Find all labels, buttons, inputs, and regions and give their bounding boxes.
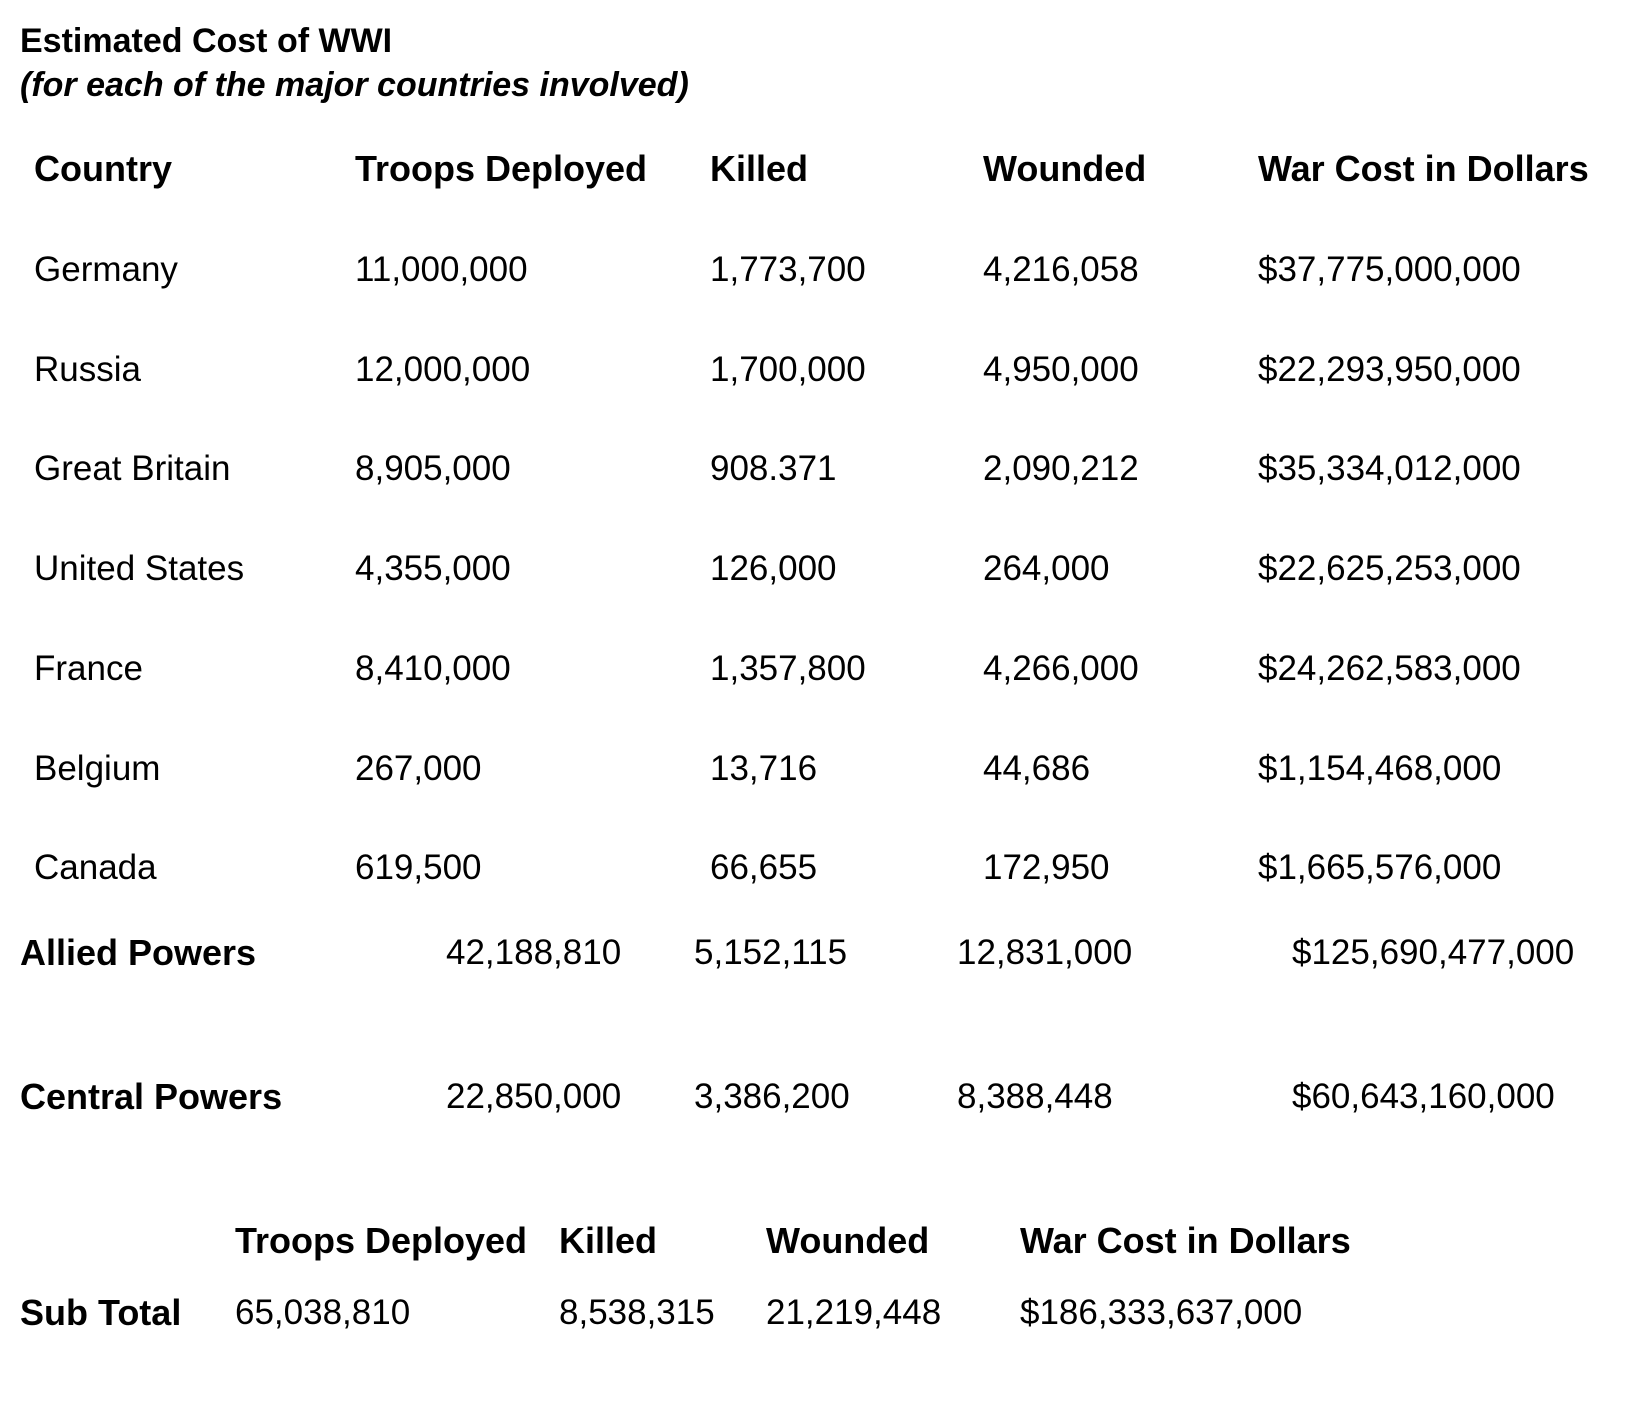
cell-cost: $22,293,950,000 <box>1258 350 1521 389</box>
cell-cost: $24,262,583,000 <box>1258 649 1521 688</box>
cell-troops: 267,000 <box>355 749 482 788</box>
cell-troops: 619,500 <box>355 848 482 887</box>
subtotal-header-troops: Troops Deployed <box>235 1220 528 1261</box>
cell-killed: 13,716 <box>710 749 818 788</box>
group-wounded: 8,388,448 <box>957 1077 1113 1116</box>
cell-wounded: 4,266,000 <box>983 649 1139 688</box>
subtotal-troops: 65,038,810 <box>235 1293 411 1332</box>
subtotal-header-killed: Killed <box>559 1220 658 1261</box>
cell-troops: 4,355,000 <box>355 549 511 588</box>
cell-wounded: 264,000 <box>983 549 1110 588</box>
cell-country: United States <box>34 549 245 588</box>
cell-troops: 8,410,000 <box>355 649 511 688</box>
cell-wounded: 4,950,000 <box>983 350 1139 389</box>
subtotal-label: Sub Total <box>20 1292 182 1333</box>
subtotal-cost: $186,333,637,000 <box>1020 1293 1303 1332</box>
cell-country: Canada <box>34 848 157 887</box>
cell-troops: 8,905,000 <box>355 449 511 488</box>
cell-wounded: 2,090,212 <box>983 449 1139 488</box>
cell-troops: 12,000,000 <box>355 350 531 389</box>
subtotal-killed: 8,538,315 <box>559 1293 715 1332</box>
cell-wounded: 172,950 <box>983 848 1110 887</box>
page-title: Estimated Cost of WWI <box>20 22 393 60</box>
cell-cost: $35,334,012,000 <box>1258 449 1521 488</box>
cell-cost: $22,625,253,000 <box>1258 549 1521 588</box>
cell-killed: 1,357,800 <box>710 649 866 688</box>
cell-cost: $1,154,468,000 <box>1258 749 1502 788</box>
cell-country: Germany <box>34 250 178 289</box>
group-troops: 22,850,000 <box>446 1077 622 1116</box>
group-killed: 5,152,115 <box>694 933 848 972</box>
group-killed: 3,386,200 <box>694 1077 850 1116</box>
group-label: Central Powers <box>20 1076 283 1117</box>
cell-wounded: 44,686 <box>983 749 1091 788</box>
group-troops: 42,188,810 <box>446 933 622 972</box>
group-label: Allied Powers <box>20 932 257 973</box>
col-header-wounded: Wounded <box>983 148 1147 189</box>
subtotal-wounded: 21,219,448 <box>766 1293 942 1332</box>
group-cost: $60,643,160,000 <box>1292 1077 1555 1116</box>
cell-troops: 11,000,000 <box>355 250 528 289</box>
col-header-country: Country <box>34 148 172 189</box>
col-header-killed: Killed <box>710 148 809 189</box>
group-cost: $125,690,477,000 <box>1292 933 1575 972</box>
col-header-troops: Troops Deployed <box>355 148 648 189</box>
cell-country: Belgium <box>34 749 161 788</box>
col-header-cost: War Cost in Dollars <box>1258 148 1589 189</box>
cell-country: Russia <box>34 350 141 389</box>
subtotal-header-cost: War Cost in Dollars <box>1020 1220 1351 1261</box>
cell-cost: $1,665,576,000 <box>1258 848 1502 887</box>
cell-country: Great Britain <box>34 449 231 488</box>
cell-killed: 1,700,000 <box>710 350 866 389</box>
subtotal-header-wounded: Wounded <box>766 1220 930 1261</box>
cell-killed: 1,773,700 <box>710 250 866 289</box>
cell-killed: 126,000 <box>710 549 837 588</box>
page-subtitle: (for each of the major countries involved) <box>20 66 689 104</box>
group-wounded: 12,831,000 <box>957 933 1133 972</box>
cell-killed: 908.371 <box>710 449 837 488</box>
cell-cost: $37,775,000,000 <box>1258 250 1521 289</box>
cell-killed: 66,655 <box>710 848 818 887</box>
cell-country: France <box>34 649 143 688</box>
cell-wounded: 4,216,058 <box>983 250 1139 289</box>
